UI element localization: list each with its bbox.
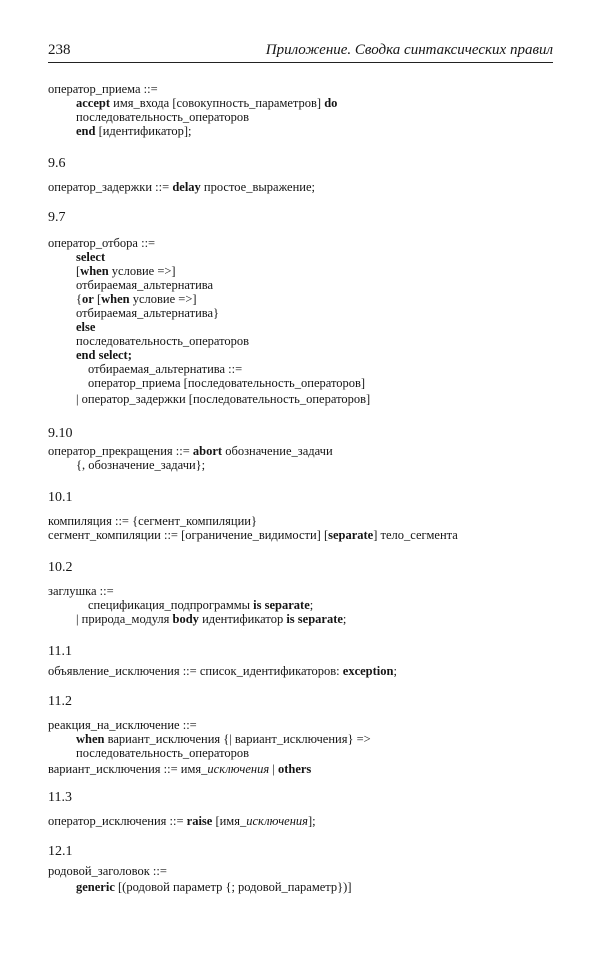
rule-text: | <box>269 762 278 776</box>
syntax-rule-line <box>48 664 397 679</box>
rule-text: родовой_заголовок ::= <box>48 864 167 878</box>
rule-text: объявление_исключения ::= список_идентификаторов: <box>48 664 343 678</box>
syntax-rule-line <box>76 96 337 111</box>
syntax-rule-line <box>76 250 105 265</box>
syntax-rule-line <box>76 278 213 293</box>
rule-text: ; <box>309 598 314 612</box>
rule-text: 9.7 <box>48 210 66 225</box>
syntax-rule-line <box>76 746 249 761</box>
keyword: end <box>76 124 96 138</box>
rule-text: оператор_отбора ::= <box>48 236 156 250</box>
keyword: body <box>172 612 199 626</box>
section-number <box>48 490 73 505</box>
syntax-rule-line <box>48 718 197 733</box>
rule-text: ] тело_сегмента <box>373 528 458 542</box>
rule-text: заглушка ::= <box>48 584 114 598</box>
rule-text: 11.2 <box>48 694 72 709</box>
section-number <box>48 790 72 805</box>
keyword: generic <box>76 880 115 894</box>
syntax-rule-line <box>76 110 249 125</box>
rule-text: | природа_модуля <box>76 612 173 626</box>
running-title: Приложение. Сводка синтаксических правил <box>265 42 553 58</box>
rule-text: | оператор_задержки [последовательность_операторов] <box>76 392 371 406</box>
rule-text: ; <box>342 612 347 626</box>
rule-text: отбираемая_альтернатива <box>76 278 214 292</box>
syntax-rule-line <box>88 362 242 377</box>
rule-text: отбираемая_альтернатива ::= <box>88 362 243 376</box>
syntax-rule-line <box>76 306 219 321</box>
rule-text: 9.6 <box>48 156 66 171</box>
syntax-rule-line <box>48 814 316 829</box>
syntax-rule-line <box>88 376 365 391</box>
rule-text: последовательность_операторов <box>76 110 250 124</box>
section-number <box>48 844 73 859</box>
rule-text: 10.2 <box>48 560 73 575</box>
syntax-rule-line <box>76 458 205 473</box>
rule-text: реакция_на_исключение ::= <box>48 718 197 732</box>
rule-text: оператор_задержки ::= <box>48 180 173 194</box>
italic-term: исключения <box>246 814 308 828</box>
keyword: is separate <box>253 598 310 612</box>
keyword: when <box>80 264 109 278</box>
syntax-rule-line <box>88 598 313 613</box>
keyword: is separate <box>286 612 343 626</box>
syntax-rule-line <box>76 334 249 349</box>
page-header <box>48 40 553 63</box>
section-number <box>48 644 72 659</box>
syntax-rule-line <box>48 514 257 529</box>
rule-text: идентификатор <box>198 612 287 626</box>
rule-text: [(родовой параметр {; родовой_параметр})] <box>114 880 352 894</box>
rule-text: простое_выражение; <box>200 180 315 194</box>
rule-text: последовательность_операторов <box>76 334 250 348</box>
rule-text: [имя_ <box>212 814 247 828</box>
rule-text: оператор_прекращения ::= <box>48 444 193 458</box>
rule-text: оператор_приема ::= <box>48 82 158 96</box>
rule-text: вариант_исключения {| вариант_исключения} => <box>104 732 371 746</box>
rule-text: компиляция ::= {сегмент_компиляции} <box>48 514 257 528</box>
rule-text: имя_входа [совокупность_параметров] <box>110 96 325 110</box>
syntax-rule-line <box>48 762 311 777</box>
keyword: when <box>76 732 105 746</box>
syntax-rule-line <box>48 180 315 195</box>
keyword: accept <box>76 96 111 110</box>
rule-text: условие =>] <box>129 292 197 306</box>
rule-text: сегмент_компиляции ::= [ограничение_видимости] [ <box>48 528 329 542</box>
syntax-rule-line <box>48 82 158 97</box>
keyword: others <box>277 762 312 776</box>
rule-text: 11.1 <box>48 644 72 659</box>
syntax-rule-line <box>76 880 351 895</box>
section-number <box>48 426 73 441</box>
keyword: else <box>76 320 96 334</box>
rule-text: 12.1 <box>48 844 73 859</box>
section-number <box>48 156 66 171</box>
section-number <box>48 560 73 575</box>
section-number <box>48 694 72 709</box>
keyword: end select; <box>76 348 132 362</box>
rule-text: оператор_приема [последовательность_операторов] <box>88 376 366 390</box>
keyword: abort <box>192 444 223 458</box>
syntax-rule-line <box>48 444 333 459</box>
italic-term: исключения <box>207 762 270 776</box>
rule-text: отбираемая_альтернатива} <box>76 306 220 320</box>
rule-text: последовательность_операторов <box>76 746 250 760</box>
rule-text: обозначение_задачи <box>222 444 333 458</box>
rule-text: ; <box>393 664 397 678</box>
keyword: delay <box>172 180 201 194</box>
keyword: when <box>101 292 130 306</box>
syntax-rule-line <box>76 124 192 139</box>
syntax-rule-line <box>76 320 95 335</box>
syntax-rule-line <box>76 292 197 307</box>
rule-text: ]; <box>308 814 316 828</box>
rule-text: условие =>] <box>108 264 176 278</box>
syntax-rule-line <box>76 732 371 747</box>
syntax-rule-line <box>48 528 458 543</box>
keyword: separate <box>328 528 374 542</box>
syntax-rule-line <box>76 348 132 363</box>
syntax-rule-line <box>48 584 114 599</box>
rule-text: { <box>76 292 82 306</box>
rule-text: вариант_исключения ::= имя_ <box>48 762 208 776</box>
syntax-rule-line <box>48 236 155 251</box>
rule-text: [идентификатор]; <box>95 124 192 138</box>
syntax-rule-line <box>48 864 167 879</box>
rule-text: {, обозначение_задачи}; <box>76 458 206 472</box>
rule-text: 10.1 <box>48 490 73 505</box>
section-number <box>48 210 66 225</box>
keyword: raise <box>186 814 213 828</box>
keyword: exception <box>342 664 394 678</box>
syntax-rule-line <box>76 612 346 627</box>
keyword: select <box>76 250 106 264</box>
syntax-rule-line <box>76 392 370 407</box>
keyword: or <box>82 292 94 306</box>
keyword: do <box>324 96 338 110</box>
page-number: 238 <box>48 42 71 58</box>
rule-text: [ <box>76 264 81 278</box>
syntax-rule-line <box>76 264 176 279</box>
rule-text: 11.3 <box>48 790 72 805</box>
rule-text: оператор_исключения ::= <box>48 814 187 828</box>
rule-text: спецификация_подпрограммы <box>88 598 254 612</box>
rule-text: 9.10 <box>48 426 73 441</box>
rule-text: [ <box>93 292 102 306</box>
